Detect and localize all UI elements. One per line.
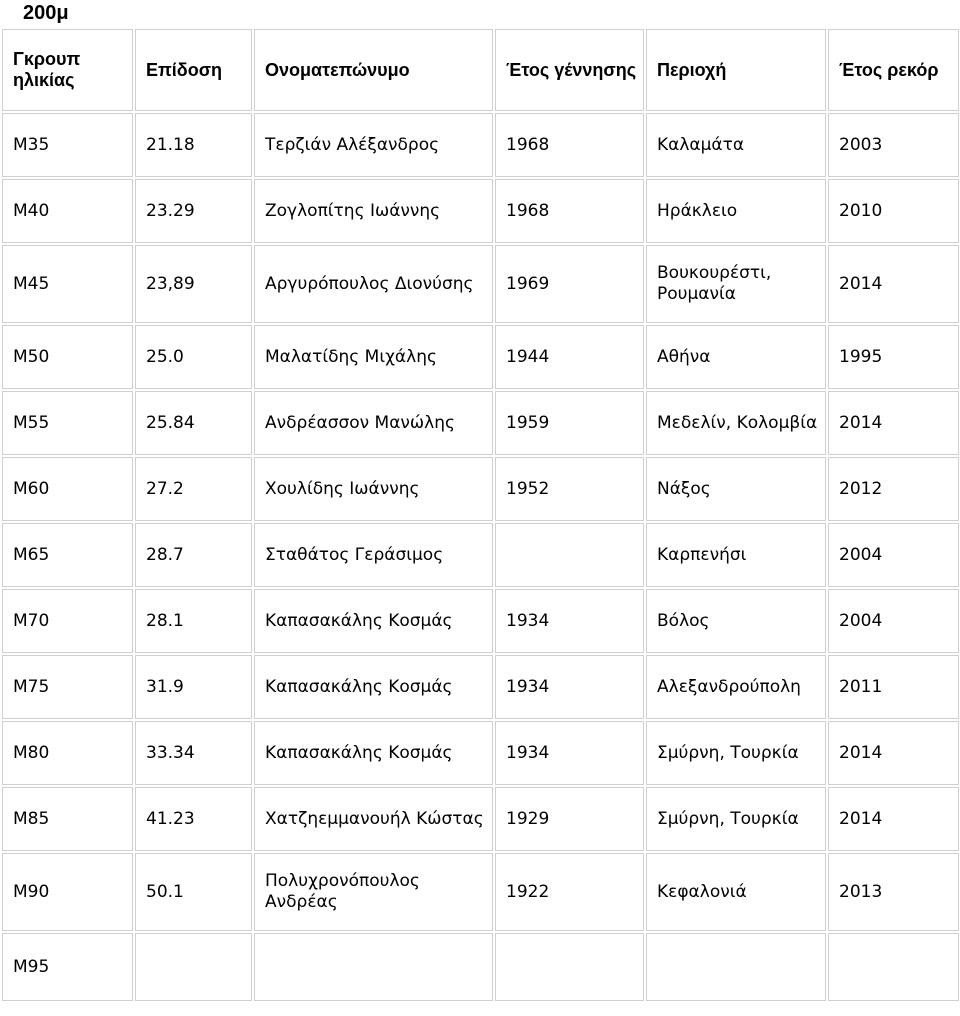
cell-performance: 50.1 (135, 853, 252, 931)
cell-age-group: Μ70 (2, 589, 133, 653)
cell-region: Κεφαλονιά (646, 853, 826, 931)
cell-age-group: Μ50 (2, 325, 133, 389)
cell-record-year: 2012 (828, 457, 959, 521)
cell-performance: 25.0 (135, 325, 252, 389)
cell-performance: 23,89 (135, 245, 252, 323)
cell-name: Καπασακάλης Κοσμάς (254, 589, 493, 653)
cell-name: Ζογλοπίτης Ιωάννης (254, 179, 493, 243)
cell-performance: 31.9 (135, 655, 252, 719)
cell-age-group: Μ60 (2, 457, 133, 521)
table-row (2, 787, 959, 851)
cell-record-year: 2004 (828, 523, 959, 587)
cell-performance: 28.7 (135, 523, 252, 587)
cell-region: Μεδελίν, Κολομβία (646, 391, 826, 455)
cell-region: Νάξος (646, 457, 826, 521)
header-region: Περιοχή (646, 29, 826, 111)
cell-name: Χουλίδης Ιωάννης (254, 457, 493, 521)
cell-birth-year: 1959 (495, 391, 644, 455)
table-row (2, 655, 959, 719)
cell-record-year: 1995 (828, 325, 959, 389)
table-row (2, 113, 959, 177)
cell-region: Αθήνα (646, 325, 826, 389)
cell-age-group: Μ65 (2, 523, 133, 587)
cell-record-year: 2014 (828, 721, 959, 785)
table-row (2, 721, 959, 785)
cell-age-group: Μ45 (2, 245, 133, 323)
cell-region: Καλαμάτα (646, 113, 826, 177)
cell-birth-year: 1952 (495, 457, 644, 521)
cell-birth-year: 1934 (495, 655, 644, 719)
cell-name: Ανδρέασσον Μανώλης (254, 391, 493, 455)
cell-performance: 41.23 (135, 787, 252, 851)
cell-name: Μαλατίδης Μιχάλης (254, 325, 493, 389)
cell-age-group: Μ90 (2, 853, 133, 931)
cell-age-group: Μ40 (2, 179, 133, 243)
cell-region (646, 933, 826, 1001)
cell-record-year: 2010 (828, 179, 959, 243)
cell-region: Βουκουρέστι, Ρουμανία (646, 245, 826, 323)
cell-name: Καπασακάλης Κοσμάς (254, 655, 493, 719)
table-row (2, 179, 959, 243)
table-row (2, 325, 959, 389)
table-row (2, 523, 959, 587)
cell-name: Καπασακάλης Κοσμάς (254, 721, 493, 785)
cell-age-group: Μ85 (2, 787, 133, 851)
cell-birth-year: 1968 (495, 113, 644, 177)
cell-birth-year: 1934 (495, 721, 644, 785)
cell-performance: 25.84 (135, 391, 252, 455)
cell-performance: 21.18 (135, 113, 252, 177)
cell-age-group: Μ75 (2, 655, 133, 719)
cell-name: Χατζηεμμανουήλ Κώστας (254, 787, 493, 851)
header-birth-year: Έτος γέννησης (495, 29, 644, 111)
table-row (2, 589, 959, 653)
cell-record-year: 2013 (828, 853, 959, 931)
cell-birth-year (495, 933, 644, 1001)
cell-performance: 28.1 (135, 589, 252, 653)
cell-region: Καρπενήσι (646, 523, 826, 587)
cell-performance: 23.29 (135, 179, 252, 243)
cell-age-group: Μ35 (2, 113, 133, 177)
cell-name: Τερζιάν Αλέξανδρος (254, 113, 493, 177)
cell-region: Ηράκλειο (646, 179, 826, 243)
cell-age-group: Μ55 (2, 391, 133, 455)
cell-name (254, 933, 493, 1001)
cell-birth-year: 1944 (495, 325, 644, 389)
header-name: Ονοματεπώνυμο (254, 29, 493, 111)
cell-age-group: Μ80 (2, 721, 133, 785)
cell-birth-year: 1929 (495, 787, 644, 851)
cell-performance: 27.2 (135, 457, 252, 521)
cell-performance: 33.34 (135, 721, 252, 785)
table-row (2, 457, 959, 521)
cell-record-year: 2003 (828, 113, 959, 177)
cell-record-year: 2014 (828, 391, 959, 455)
cell-record-year: 2011 (828, 655, 959, 719)
cell-age-group: Μ95 (2, 933, 133, 1001)
cell-name: Σταθάτος Γεράσιμος (254, 523, 493, 587)
cell-birth-year: 1922 (495, 853, 644, 931)
cell-performance (135, 933, 252, 1001)
cell-region: Σμύρνη, Τουρκία (646, 787, 826, 851)
cell-record-year (828, 933, 959, 1001)
table-row (2, 391, 959, 455)
cell-birth-year: 1969 (495, 245, 644, 323)
cell-birth-year: 1968 (495, 179, 644, 243)
cell-birth-year (495, 523, 644, 587)
cell-record-year: 2004 (828, 589, 959, 653)
header-record-year: Έτος ρεκόρ (828, 29, 959, 111)
cell-record-year: 2014 (828, 245, 959, 323)
table-row (2, 853, 959, 931)
table-row (2, 933, 959, 1001)
cell-name: Αργυρόπουλος Διονύσης (254, 245, 493, 323)
cell-region: Σμύρνη, Τουρκία (646, 721, 826, 785)
header-age-group: Γκρουπ ηλικίας (2, 29, 133, 111)
table-header-row (2, 29, 959, 111)
records-table (0, 27, 960, 1003)
cell-birth-year: 1934 (495, 589, 644, 653)
cell-region: Αλεξανδρούπολη (646, 655, 826, 719)
cell-record-year: 2014 (828, 787, 959, 851)
cell-region: Βόλος (646, 589, 826, 653)
table-row (2, 245, 959, 323)
header-performance: Επίδοση (135, 29, 252, 111)
cell-name: Πολυχρονόπουλος Ανδρέας (254, 853, 493, 931)
page-title: 200μ (23, 2, 69, 24)
